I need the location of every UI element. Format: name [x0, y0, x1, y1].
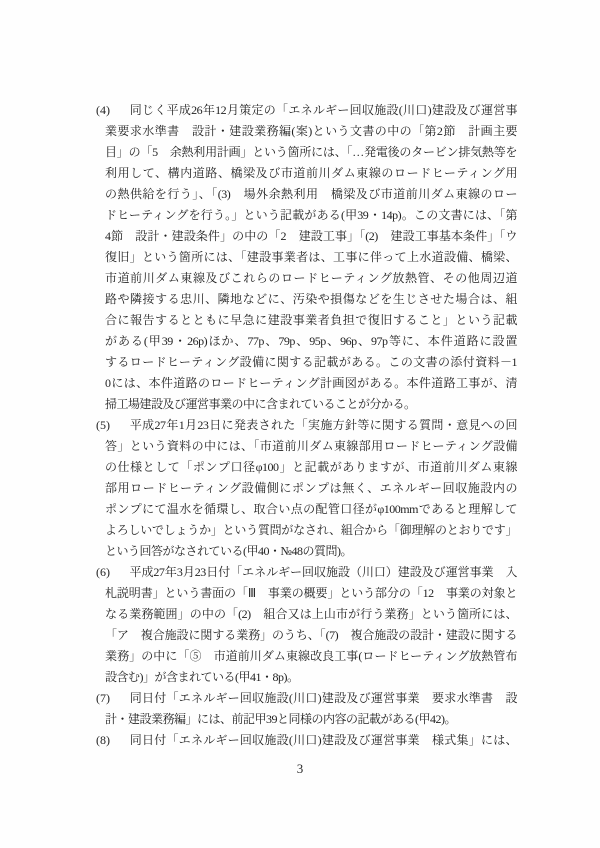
text-line-content: 同日付「エネルギー回収施設(川口)建設及び運営事業 要求水準書 設	[129, 691, 517, 705]
text-line: 路や隣接する忠川、隣地などに、汚染や損傷などを生じさせた場合は、組	[105, 292, 517, 306]
paragraph-6	[96, 562, 517, 688]
text-line: するロードヒーティング設備に関する記載がある。この文書の添付資料－1	[105, 355, 517, 369]
text-line-content: 同じく平成26年12月策定の「エネルギー回収施設(川口)建設及び運営事	[129, 103, 517, 117]
text-line	[96, 562, 517, 583]
text-line-content: 平成27年1月23日に発表された「実施方針等に関する質問・意見への回	[129, 418, 517, 432]
text-line: 利用して、構内道路、橋梁及び市道前川ダム東線のロードヒーティング用	[105, 166, 517, 180]
text-line: ポンプにて温水を循環し、取合い点の配管口径がφ100mmであると理解して	[105, 502, 517, 516]
text-line: 市道前川ダム東線及びこれらのロードヒーティング放熱管、その他周辺道	[105, 271, 517, 285]
paragraph-4	[96, 100, 517, 415]
text-line: 0には、本件道路のロードヒーティング計画図がある。本件道路工事が、清	[105, 376, 517, 390]
text-line-content: 平成27年3月23日付「エネルギー回収施設（川口）建設及び運営事業 入	[129, 565, 517, 579]
paragraph-number: (5)	[96, 418, 110, 432]
text-line: 業要求水準書 設計・建設業務編(案)という文書の中の「第2節 計画主要	[105, 124, 517, 138]
text-line	[96, 688, 517, 709]
text-line: 「ア 複合施設に関する業務」のうち、「(7) 複合施設の設計・建設に関する	[105, 628, 517, 642]
text-line: 部用ロードヒーティング設備側にポンプは無く、エネルギー回収施設内の	[105, 481, 517, 495]
paragraph-number: (7)	[96, 691, 110, 705]
text-line: がある(甲39・26p)ほか、77p、79p、95p、96p、97p等に、本件道路に設置	[105, 334, 517, 348]
text-line: 答」という資料の中には、「市道前川ダム東線部用ロードヒーティング設備	[105, 439, 517, 453]
text-line-content: 同日付「エネルギー回収施設(川口)建設及び運営事業 様式集」には、	[129, 733, 517, 747]
text-line: 設含む)」が含まれている(甲41・8p)。	[105, 670, 299, 684]
text-line: 復旧」という箇所には、「建設事業者は、工事に伴って上水道設備、橋梁、	[105, 250, 517, 264]
paragraph-7	[96, 688, 517, 730]
text-line: 計・建設業務編」には、前記甲39と同様の内容の記載がある(甲42)。	[105, 712, 456, 726]
page-number: 3	[296, 761, 304, 776]
text-line: 業務」の中に「⑤ 市道前川ダム東線改良工事(ロードヒーティング放熱管布	[105, 649, 517, 663]
text-line	[96, 730, 517, 751]
text-line: 合に報告するとともに早急に建設事業者負担で復旧すること」という記載	[105, 313, 517, 327]
paragraph-8	[96, 730, 517, 751]
text-line: の仕様として「ポンプ口径φ100」と記載がありますが、市道前川ダム東線	[105, 460, 517, 474]
paragraph-5	[96, 415, 517, 562]
text-line: 札説明書」という書面の「Ⅲ 事業の概要」という部分の「12 事業の対象と	[105, 586, 517, 600]
text-line: という回答がなされている(甲40・№48の質問)。	[105, 544, 352, 558]
text-line: 目」の「5 余熱利用計画」という箇所には、「…発電後のタービン排気熱等を	[105, 145, 517, 159]
document-body	[96, 100, 517, 751]
text-line	[96, 415, 517, 436]
paragraph-number: (6)	[96, 565, 110, 579]
text-line: なる業務範囲」の中の「(2) 組合又は上山市が行う業務」という箇所には、	[105, 607, 517, 621]
paragraph-number: (4)	[96, 103, 110, 117]
text-line	[96, 100, 517, 121]
text-line: ドヒーティングを行う。」という記載がある(甲39・14p)。この文書には、「第	[105, 208, 517, 222]
text-line: 4節 設計・建設条件」の中の「2 建設工事」「(2) 建設工事基本条件」「ウ	[105, 229, 517, 243]
text-line: 掃工場建設及び運営事業の中に含まれていることが分かる。	[105, 397, 416, 411]
paragraph-number: (8)	[96, 733, 110, 747]
text-line: の熱供給を行う」、「(3) 場外余熱利用 橋梁及び市道前川ダム東線のロー	[105, 187, 517, 201]
text-line: よろしいでしょうか」という質問がなされ、組合から「御理解のとおりです」	[105, 523, 517, 537]
